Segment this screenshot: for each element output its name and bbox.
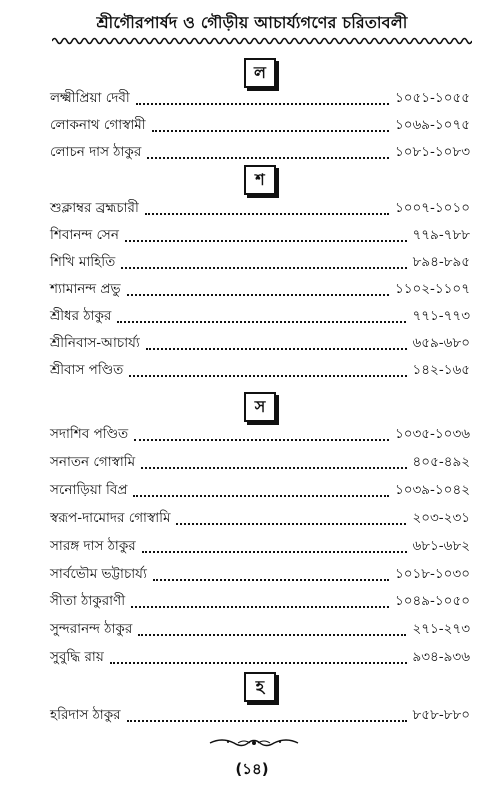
leader-dots — [117, 320, 406, 323]
entry-pages: ২৭১-২৭৩ — [412, 621, 470, 637]
leader-dots — [136, 102, 389, 105]
index-entry — [50, 478, 470, 502]
entry-name: শিবানন্দ সেন — [50, 227, 119, 243]
index-entry — [50, 506, 470, 530]
leader-dots — [176, 522, 406, 525]
leader-dots — [129, 374, 406, 377]
entry-name: শিখি মাহিতি — [50, 254, 116, 270]
entry-name: লক্ষ্মীপ্রিয়া দেবী — [50, 90, 130, 106]
entry-name: লোকনাথ গোস্বামী — [50, 117, 146, 133]
section-letter-box: স — [244, 392, 276, 422]
index-entry — [50, 422, 470, 446]
entry-name: লোচন দাস ঠাকুর — [50, 144, 142, 160]
entry-pages: ৬৮১-৬৮২ — [412, 538, 470, 554]
leader-dots — [110, 661, 407, 664]
entry-pages: ২০৩-২৩১ — [412, 510, 470, 526]
index-entry — [50, 358, 470, 382]
index-entry — [50, 645, 470, 669]
index-entry — [50, 331, 470, 355]
page-title: শ্রীগৌরপার্ষদ ও গৌড়ীয় আচার্য্যগণের চরিতাবলী — [96, 13, 408, 32]
footer-ornament — [208, 736, 300, 750]
index-entry — [50, 113, 470, 137]
index-entry — [50, 562, 470, 586]
entry-name: শ্রীবাস পণ্ডিত — [50, 362, 124, 378]
index-entry — [50, 617, 470, 641]
entry-name: স্বরূপ-দামোদর গোস্বামি — [50, 510, 171, 526]
leader-dots — [138, 633, 406, 636]
entry-pages: ১১০২-১১০৭ — [394, 281, 470, 297]
entry-name: সীতা ঠাকুরাণী — [50, 593, 126, 609]
leader-dots — [121, 266, 406, 269]
entry-name: সনাতন গোস্বামি — [50, 454, 136, 470]
index-entry — [50, 277, 470, 301]
section-letter-box: ল — [244, 58, 276, 88]
entry-pages: ৯৩৪-৯৩৬ — [412, 649, 470, 665]
leader-dots — [145, 212, 389, 215]
index-entry — [50, 223, 470, 247]
entry-pages: ১৪২-১৬৫ — [412, 362, 470, 378]
entry-pages: ১০৩৫-১০৩৬ — [394, 426, 470, 442]
leader-dots — [146, 347, 407, 350]
entry-pages: ১০৪৯-১০৫০ — [394, 593, 470, 609]
leader-dots — [127, 719, 407, 722]
leader-dots — [152, 129, 389, 132]
leader-dots — [125, 239, 407, 242]
leader-dots — [142, 550, 407, 553]
leader-dots — [147, 156, 389, 159]
entry-pages: ৮৯৪-৮৯৫ — [412, 254, 470, 270]
entry-name: সনোড়িয়া বিপ্র — [50, 482, 128, 498]
entry-pages: ১০৬৯-১০৭৫ — [394, 117, 470, 133]
leader-dots — [133, 494, 389, 497]
entry-name: শ্যামানন্দ প্রভু — [50, 281, 121, 297]
leader-dots — [131, 605, 389, 608]
entry-pages: ১০৮১-১০৮৩ — [394, 144, 470, 160]
entry-pages: ১০১৮-১০৩০ — [394, 566, 470, 582]
leader-dots — [134, 438, 389, 441]
page-number: (১৪) — [235, 760, 269, 778]
entry-name: সুবুদ্ধি রায় — [50, 649, 104, 665]
entry-name: সারঙ্গ দাস ঠাকুর — [50, 538, 136, 554]
leader-dots — [127, 293, 389, 296]
index-entry — [50, 196, 470, 220]
entry-name: শ্রীধর ঠাকুর — [50, 308, 112, 324]
entry-pages: ১০৫১-১০৫৫ — [395, 90, 470, 106]
entry-name: শ্রীনিবাস-আচার্য্য — [50, 335, 140, 351]
entry-pages: ৬৫৯-৬৮০ — [412, 335, 470, 351]
leader-dots — [141, 466, 406, 469]
entry-pages: ১০৩৯-১০৪২ — [394, 482, 470, 498]
index-entry — [50, 450, 470, 474]
entry-name: সদাশিব পণ্ডিত — [50, 426, 129, 442]
index-entry — [50, 304, 470, 328]
entry-name: সুন্দরানন্দ ঠাকুর — [50, 621, 133, 637]
index-entry — [50, 86, 470, 110]
entry-name: শুক্লাম্বর ব্রহ্মচারী — [50, 200, 139, 216]
index-entry — [50, 703, 470, 727]
index-entry — [50, 140, 470, 164]
entry-pages: ১০০৭-১০১০ — [394, 200, 470, 216]
header-wavy-rule — [52, 36, 472, 46]
entry-name: সার্বভৌম ভট্টাচার্য্য — [50, 566, 147, 582]
entry-pages: ৭৭১-৭৭৩ — [412, 308, 470, 324]
entry-pages: ৪০৫-৪৯২ — [412, 454, 470, 470]
section-letter-box: হ — [244, 672, 276, 702]
entry-pages: ৭৭৯-৭৮৮ — [412, 227, 470, 243]
entry-pages: ৮৫৮-৮৮০ — [412, 707, 470, 723]
leader-dots — [153, 578, 389, 581]
section-letter-box: শ — [244, 165, 276, 195]
index-entry — [50, 250, 470, 274]
index-entry — [50, 534, 470, 558]
entry-name: হরিদাস ঠাকুর — [50, 707, 121, 723]
index-entry — [50, 589, 470, 613]
